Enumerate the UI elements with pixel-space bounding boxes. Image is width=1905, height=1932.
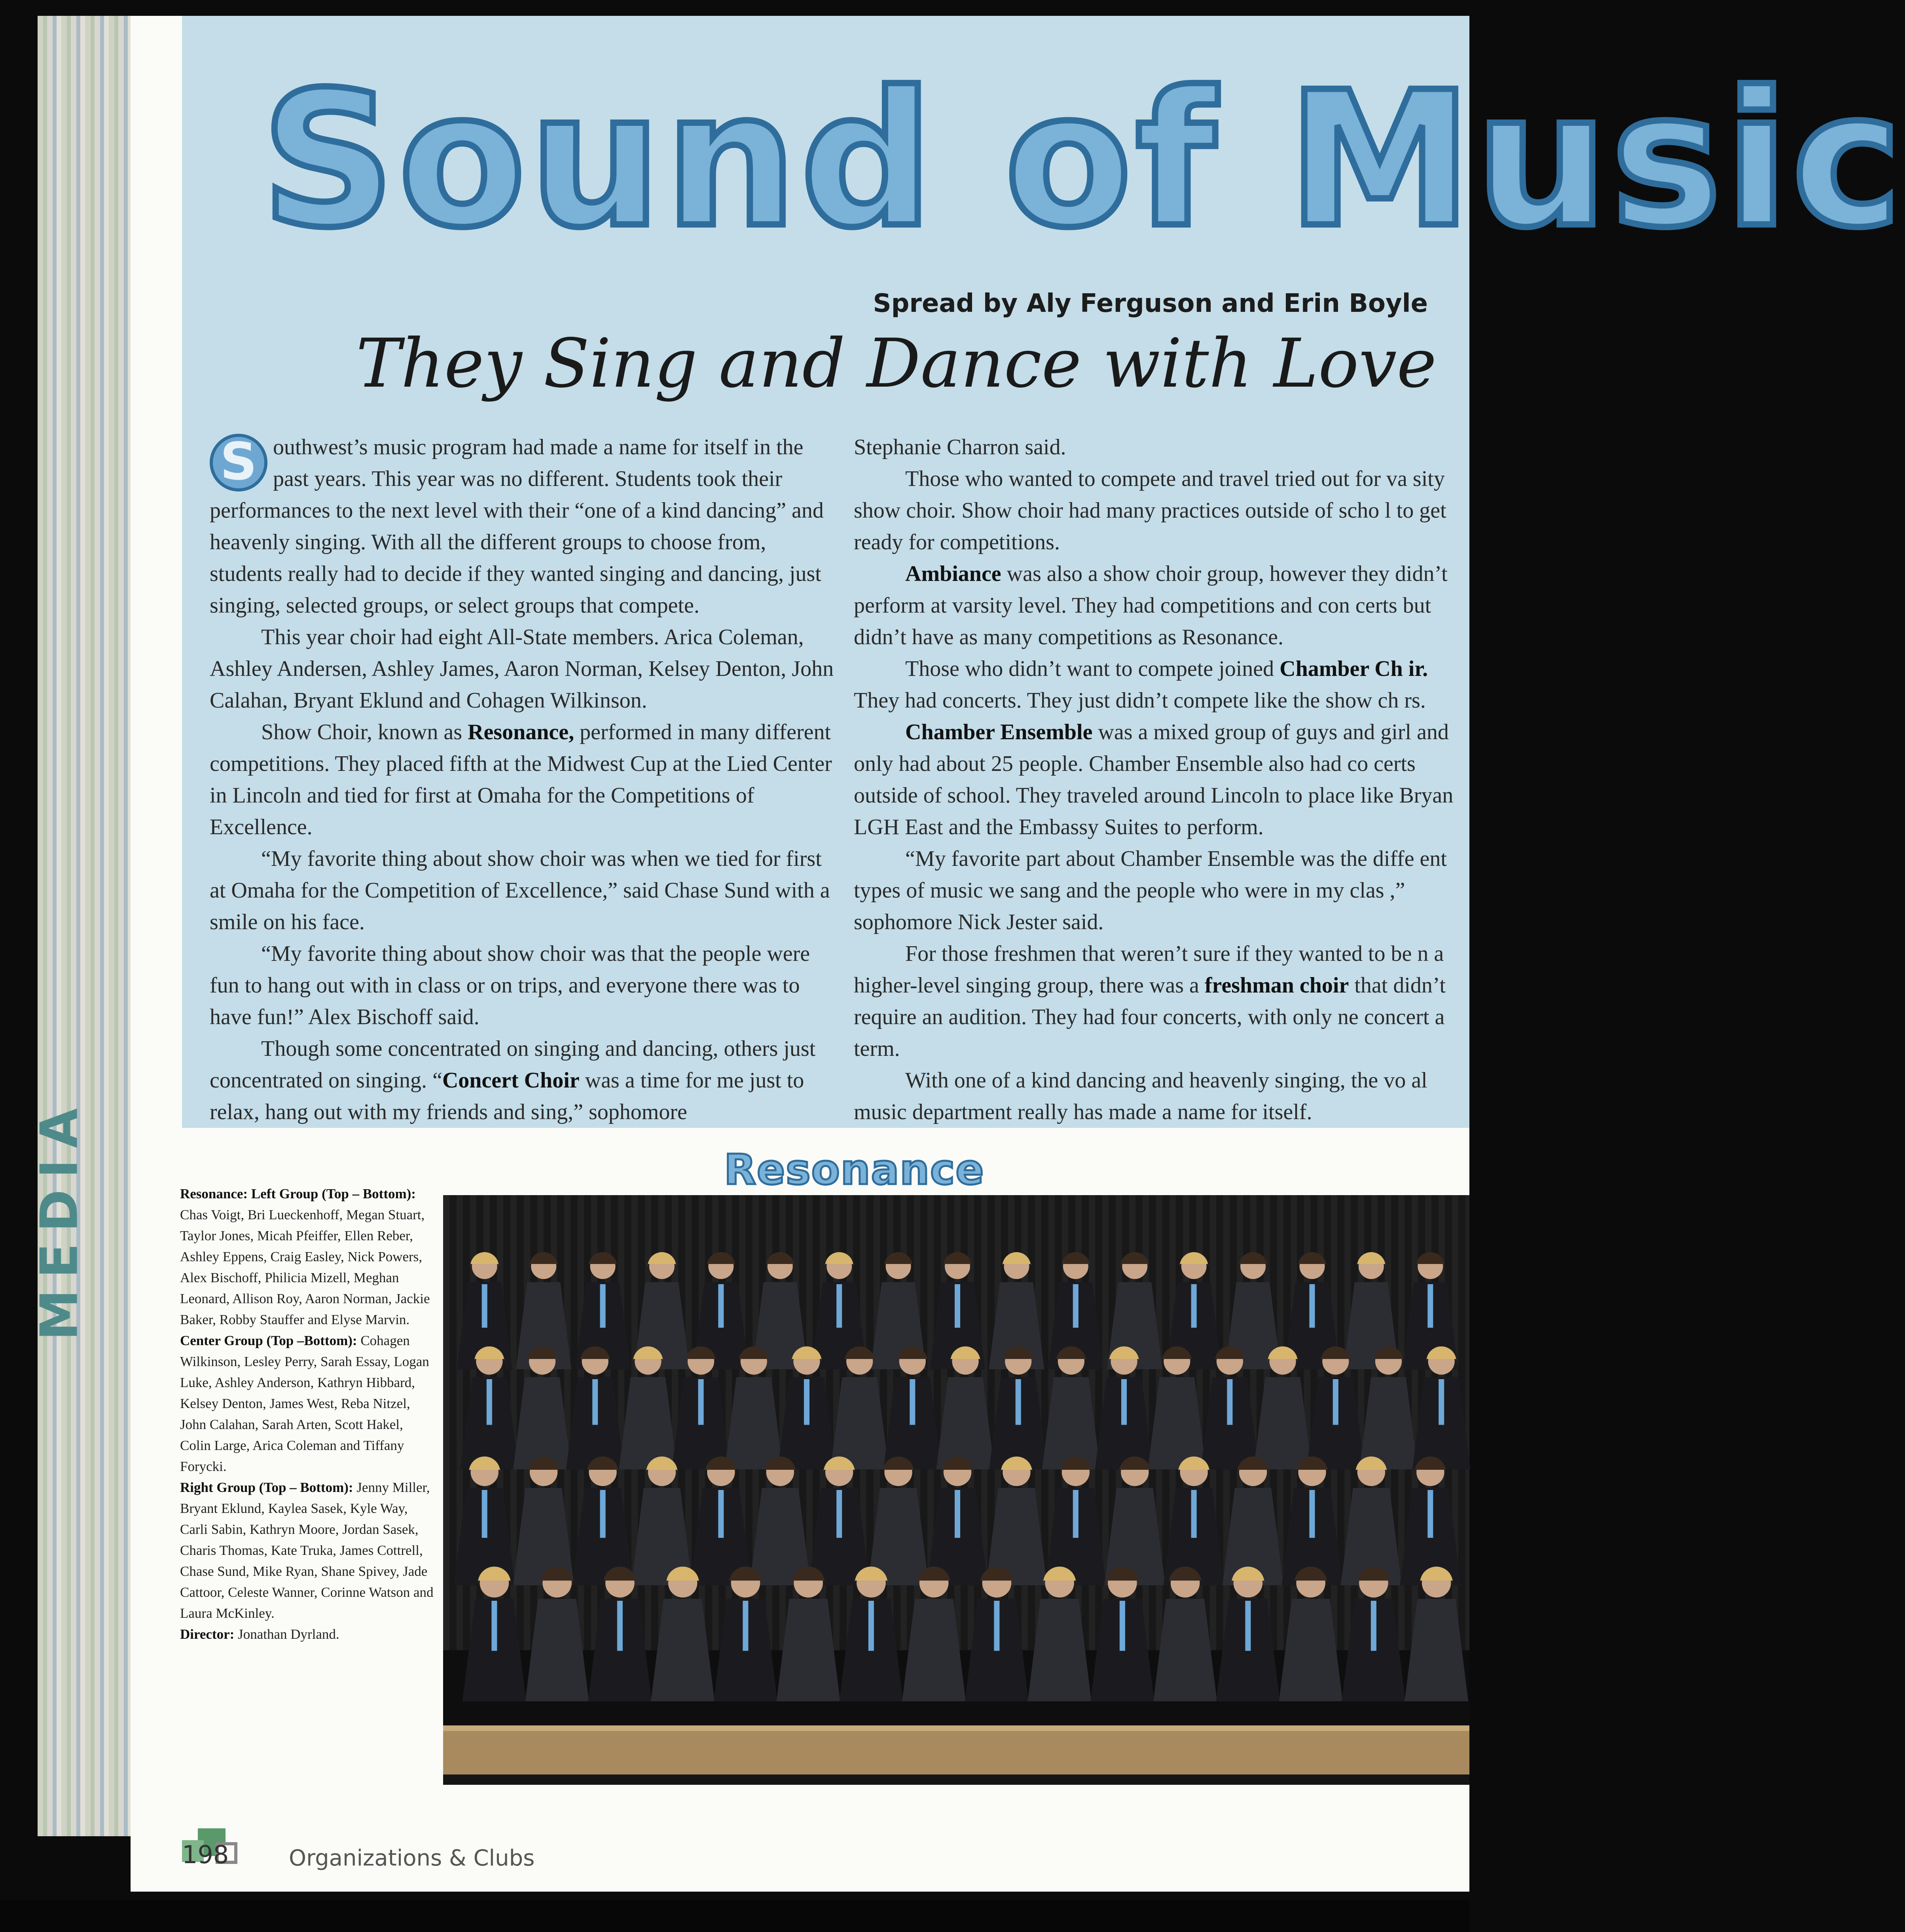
- choir-member-figure: [839, 1567, 903, 1701]
- page-number: 198: [182, 1840, 229, 1869]
- media-tab-label: MEDIA: [29, 1097, 89, 1341]
- paragraph: Ambiance was also a show choir group, however they didn’t perform at varsity level. They had competitions and con certs but didn’t have as many competitions as Resonance.: [854, 562, 1448, 649]
- paragraph: Show Choir, known as Resonance, performed in many different competitions. They placed fifth at the Midwest Cup at the Lied Center in Lincoln and tied for first at Omaha for the Competitions of Excellence.: [210, 720, 832, 839]
- paragraph: With one of a kind dancing and heavenly singing, the vo al music department really has made a name for itself.: [854, 1068, 1427, 1124]
- photo-caption: Resonance: Left Group (Top – Bottom): Chas Voigt, Bri Lueckenhoff, Megan Stuart, Taylor Jones, Micah Pfeiffer, Ellen Reber, Ashley Eppens, Craig Easley, Nick Powers, Alex Bischoff, Philicia Mizell, Meghan Leonard, Allison Roy, Aaron Norman, Jackie Baker, Robby Stauffer and Elyse Marvin. Center Group (Top –Bottom): Cohagen Wilkinson, Lesley Perry, Sarah Essay, Logan Luke, Ashley Anderson, Kathryn Hibbard, Kelsey Denton, James West, Reba Nitzel, John Calahan, Sarah Arten, Scott Hakel, Colin Large, Arica Coleman and Tiffany Forycki. Right Group (Top – Bottom): Jenny Miller, Bryant Eklund, Kaylea Sasek, Kyle Way, Carli Sabin, Kathryn Moore, Jordan Sasek, Charis Thomas, Kate Truka, James Cottrell, Chase Sund, Mike Ryan, Shane Spivey, Jade Cattoor, Celeste Wanner, Corinne Watson and Laura McKinley. Director: Jonathan Dyrland.: [180, 1186, 434, 1642]
- subtitle: They Sing and Dance with Love: [356, 325, 1437, 403]
- choir-member-figure: [965, 1567, 1029, 1701]
- paragraph: Those who didn’t want to compete joined Chamber Ch ir. They had concerts. They just didn’t compete like the show ch rs.: [854, 657, 1428, 713]
- choir-member-figure: [1028, 1567, 1092, 1701]
- byline: Spread by Aly Ferguson and Erin Boyle: [873, 289, 1428, 318]
- choir-member-figure: [690, 1456, 751, 1585]
- paragraph: “My favorite thing about show choir was that the people were fun to hang out with in class or on trips, and everyone there was to have fun!” Alex Bischoff said.: [210, 941, 810, 1029]
- choir-member-figure: [868, 1456, 929, 1585]
- choir-member-figure: [1045, 1456, 1106, 1585]
- yearbook-page: [131, 16, 1905, 1892]
- choir-member-figure: [1223, 1456, 1283, 1585]
- paragraph: “My favorite part about Chamber Ensemble was the diffe ent types of music we sang and the people who were in my clas ,” sophomore Nick Jester said.: [854, 846, 1447, 934]
- paragraph: Stephanie Charron said.: [854, 435, 1066, 459]
- choir-member-figure: [1153, 1567, 1217, 1701]
- group-photo: [443, 1195, 1469, 1785]
- paragraph: Chamber Ensemble was a mixed group of guys and girl and only had about 25 people. Chamber Ensemble also had co certs outside of school. They traveled around Lincoln to place like Bryan LGH East and the Embassy Suites to perform.: [854, 720, 1454, 839]
- photo-section-label: Resonance: [724, 1146, 985, 1194]
- paragraph: Though some concentrated on singing and dancing, others just concentrated on singing. “Concert Choir was a time for me just to relax, hang out with my friends and sing,” sophomore: [210, 1036, 816, 1124]
- choir-member-figure: [750, 1456, 811, 1585]
- choir-member-figure: [631, 1456, 692, 1585]
- paragraph: “My favorite thing about show choir was when we tied for first at Omaha for the Competition of Excellence,” said Chase Sund with a smile on his face.: [210, 846, 830, 934]
- article-column-left: [210, 431, 839, 1128]
- section-name: Organizations & Clubs: [289, 1845, 535, 1871]
- choir-member-figure: [809, 1456, 870, 1585]
- choir-member-figure: [714, 1567, 777, 1701]
- choir-member-figure: [1341, 1456, 1402, 1585]
- choir-members: [443, 1195, 1469, 1785]
- choir-member-figure: [777, 1567, 840, 1701]
- page-folio: [182, 1828, 535, 1872]
- article-column-right: [854, 431, 1463, 1128]
- folio-squares-icon: [182, 1828, 237, 1872]
- choir-member-figure: [1405, 1567, 1468, 1701]
- choir-member-figure: [1281, 1456, 1342, 1585]
- paragraph: S outhwest’s music program had made a name for itself in the past years. This year was no different. Students took their performances to the next level with their “one of a kind dancing” and heavenly singing. With all the different groups to choose from, students really had to decide if they wanted singing and dancing, just singing, selected groups, or select groups that compete.: [210, 431, 824, 618]
- choir-member-figure: [454, 1456, 515, 1585]
- drop-cap: S: [210, 434, 267, 492]
- choir-member-figure: [572, 1456, 633, 1585]
- paragraph: For those freshmen that weren’t sure if they wanted to be n a higher-level singing group, there was a freshman choir that didn’t require an audition. They had four concerts, with only ne concert a term.: [854, 941, 1446, 1061]
- choir-member-figure: [1342, 1567, 1405, 1701]
- choir-member-figure: [1279, 1567, 1343, 1701]
- choir-member-figure: [1216, 1567, 1280, 1701]
- choir-member-figure: [1090, 1567, 1154, 1701]
- choir-member-figure: [588, 1567, 652, 1701]
- choir-member-figure: [986, 1456, 1047, 1585]
- choir-member-figure: [513, 1456, 574, 1585]
- choir-member-figure: [463, 1567, 526, 1701]
- choir-member-figure: [927, 1456, 988, 1585]
- choir-member-figure: [902, 1567, 966, 1701]
- choir-member-figure: [651, 1567, 715, 1701]
- choir-member-figure: [525, 1567, 589, 1701]
- page-title: Sound of Music: [261, 52, 1905, 268]
- choir-member-figure: [1164, 1456, 1225, 1585]
- choir-member-figure: [1400, 1456, 1461, 1585]
- media-tab: [29, 1068, 89, 1369]
- paragraph: This year choir had eight All-State members. Arica Coleman, Ashley Andersen, Ashley James, Aaron Norman, Kelsey Denton, John Calahan, Bryant Eklund and Cohagen Wilkinson.: [210, 625, 834, 713]
- paragraph: Those who wanted to compete and travel tried out for va sity show choir. Show choir had many practices outside of scho l to get ready for competitions.: [854, 467, 1446, 554]
- choir-member-figure: [1104, 1456, 1165, 1585]
- scan-border: [0, 1900, 1469, 1932]
